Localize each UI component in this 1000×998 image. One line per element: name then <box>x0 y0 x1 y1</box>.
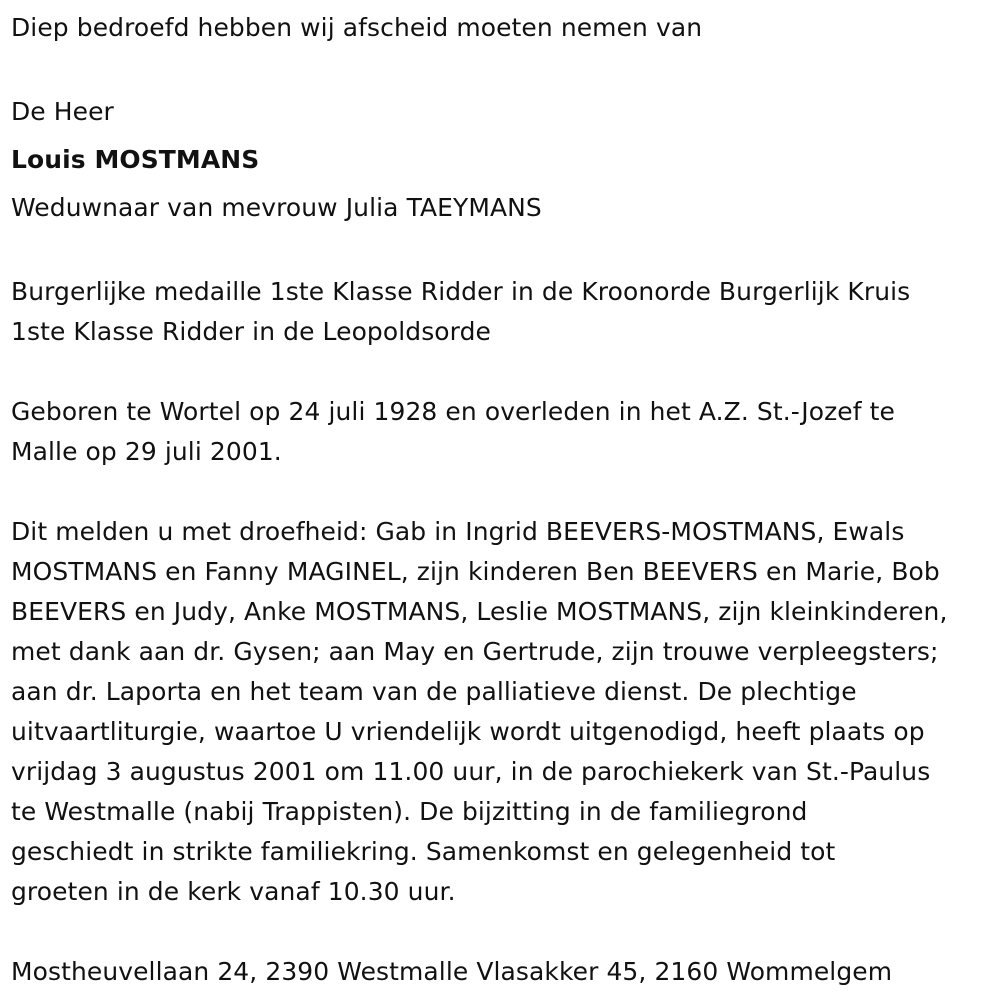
announcement-line: MOSTMANS en Fanny MAGINEL, zijn kinderen Ben BEEVERS en Marie, Bob <box>11 557 940 586</box>
intro-text: Diep bedroefd hebben wij afscheid moeten nemen van <box>11 13 703 42</box>
spacer <box>11 472 991 512</box>
birth-death-line-2: Malle op 29 juli 2001. <box>11 437 282 466</box>
announcement-line: BEEVERS en Judy, Anke MOSTMANS, Leslie MOSTMANS, zijn kleinkinderen, <box>11 597 948 626</box>
announcement-line: geschiedt in strikte familiekring. Samenkomst en gelegenheid tot <box>11 837 836 866</box>
spacer <box>11 232 991 272</box>
announcement-line: met dank aan dr. Gysen; aan May en Gertrude, zijn trouwe verpleegsters; <box>11 637 939 666</box>
birth-death-line-1: Geboren te Wortel op 24 juli 1928 en overleden in het A.Z. St.-Jozef te <box>11 397 895 426</box>
announcement-line: vrijdag 3 augustus 2001 om 11.00 uur, in de parochiekerk van St.-Paulus <box>11 757 931 786</box>
announcement-paragraph <box>11 512 991 912</box>
title-prefix: De Heer <box>11 97 114 126</box>
addresses: Mostheuvellaan 24, 2390 Westmalle Vlasakker 45, 2160 Wommelgem <box>11 957 893 986</box>
honors-line-1: Burgerlijke medaille 1ste Klasse Ridder in de Kroonorde Burgerlijk Kruis <box>11 277 911 306</box>
spacer <box>11 352 991 392</box>
widower-of: Weduwnaar van mevrouw Julia TAEYMANS <box>11 193 542 222</box>
deceased-name: Louis MOSTMANS <box>11 145 260 174</box>
spacer <box>11 48 991 88</box>
announcement-line: Dit melden u met droefheid: Gab in Ingrid BEEVERS-MOSTMANS, Ewals <box>11 517 905 546</box>
obituary-notice <box>11 8 991 992</box>
announcement-line: aan dr. Laporta en het team van de palliatieve dienst. De plechtige <box>11 677 857 706</box>
spacer <box>11 912 991 952</box>
announcement-line: groeten in de kerk vanaf 10.30 uur. <box>11 877 456 906</box>
announcement-line: te Westmalle (nabij Trappisten). De bijzitting in de familiegrond <box>11 797 808 826</box>
announcement-line: uitvaartliturgie, waartoe U vriendelijk wordt uitgenodigd, heeft plaats op <box>11 717 925 746</box>
honors-line-2: 1ste Klasse Ridder in de Leopoldsorde <box>11 317 491 346</box>
